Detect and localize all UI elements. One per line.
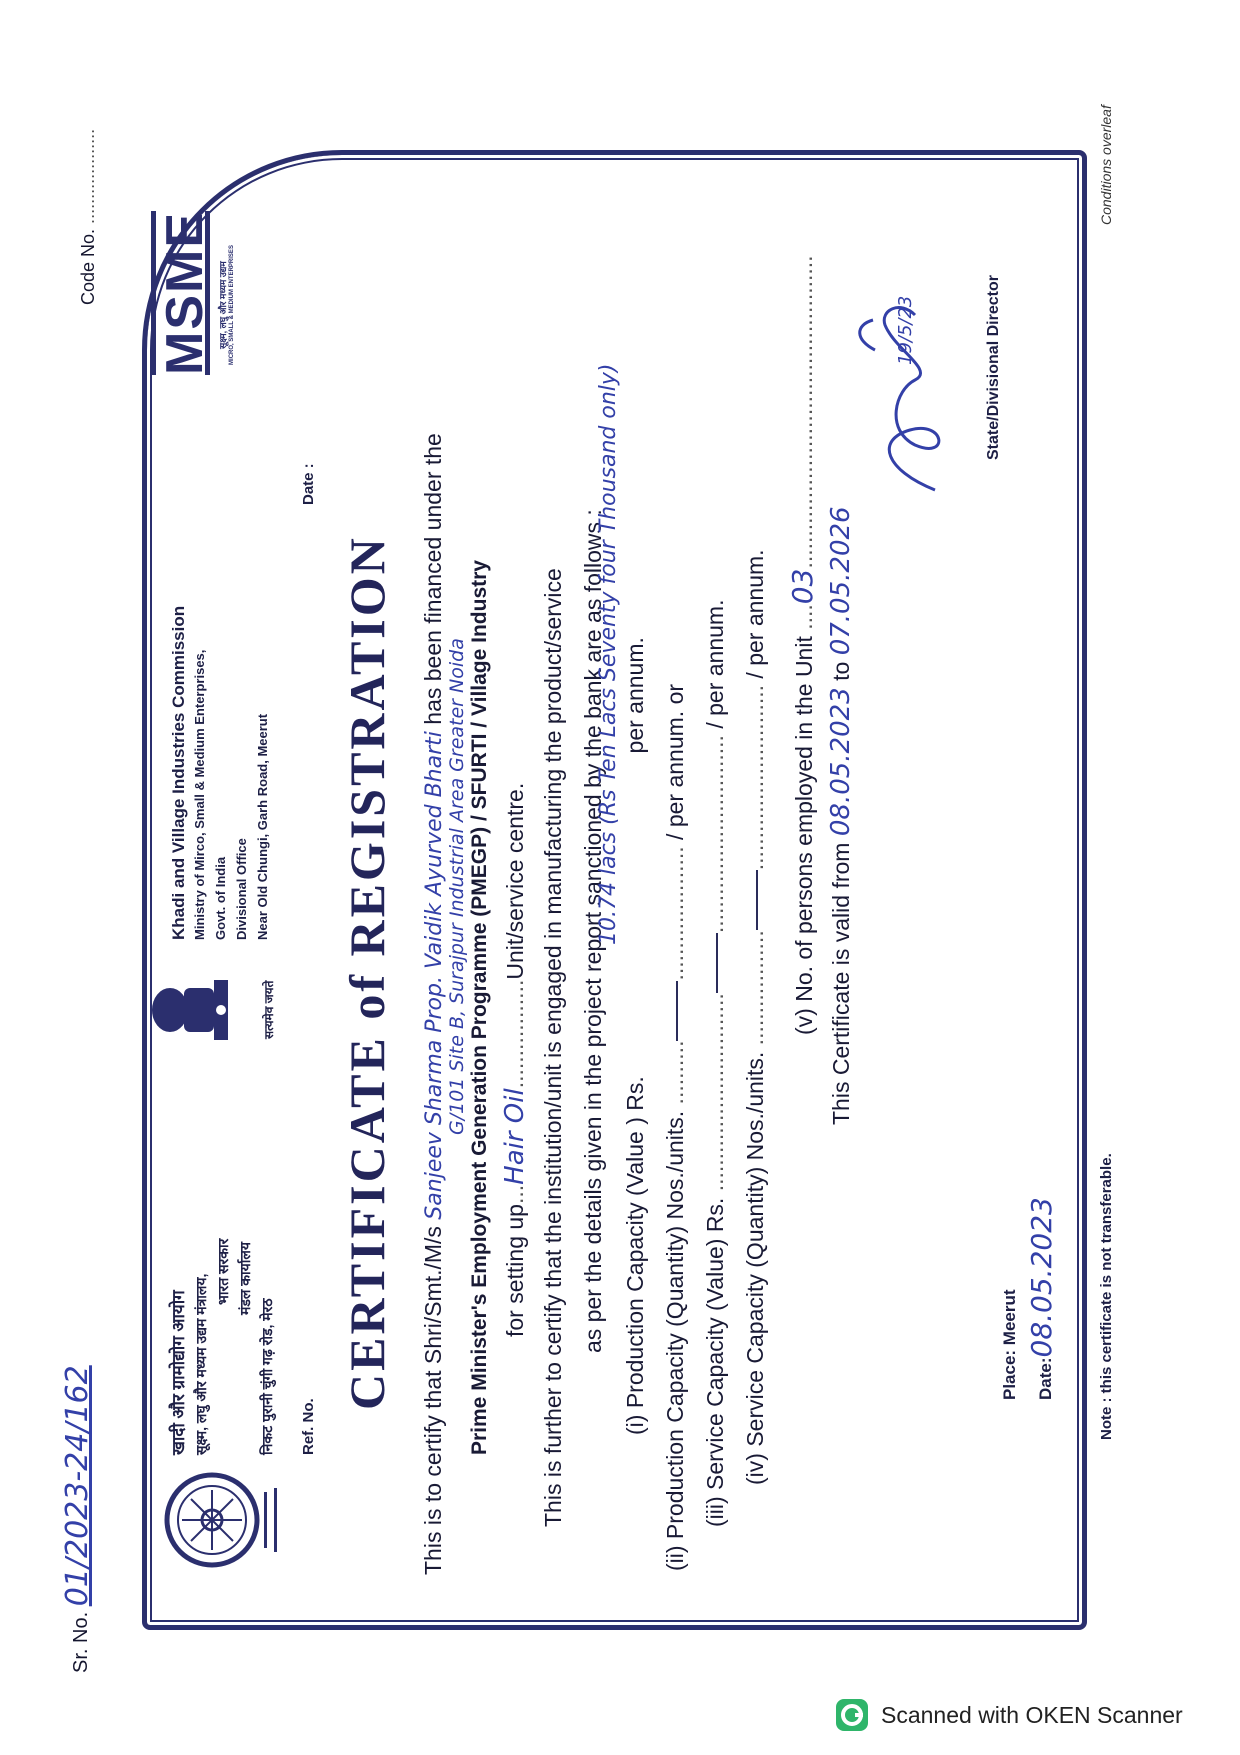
serial-number — [60, 1365, 95, 1673]
setting-up-suffix: Unit/service centre. — [502, 782, 528, 980]
item-production-value — [622, 637, 649, 1435]
code-label: Code No. — [78, 228, 98, 305]
office-name: Divisional Office — [234, 838, 249, 940]
certify-suffix: has been financed under the — [420, 433, 446, 725]
programme-line: Prime Minister's Employment Generation Programme (PMEGP) / SFURTI / Village Industry — [468, 560, 491, 1455]
applicant-address: G/101 Site B, Surajpur Industrial Area Greater Noida — [446, 638, 468, 1135]
product-name: Hair Oil — [500, 1088, 530, 1185]
certify-line — [420, 433, 447, 1575]
hindi-ministry: सूक्ष्म, लघु और मध्यम उद्यम मंत्रालय, — [193, 1273, 209, 1455]
place-label: Place: Meerut — [1000, 1289, 1019, 1400]
scanner-text: Scanned with OKEN Scanner — [881, 1701, 1183, 1728]
english-header — [168, 606, 273, 940]
hindi-org: खादी और ग्रामोद्योग आयोग — [169, 1290, 188, 1455]
header-date-label: Date : — [300, 463, 317, 505]
project-report-line: as per the details given in the project report sanctioned by the bank are as follows : — [580, 509, 606, 1353]
valid-to-date: 07.05.2026 — [826, 506, 856, 656]
setting-up-line: for setting up...Hair Oil.................Unit/service centre. — [500, 782, 530, 1337]
item-persons-employed: (v) No. of persons employed in the Unit ....03................................................. — [786, 255, 819, 1035]
valid-from-date: 08.05.2023 — [826, 687, 856, 837]
issue-date-label: Date: — [1036, 1357, 1055, 1400]
persons-employed-label: (v) No. of persons employed in the Unit — [791, 636, 817, 1035]
govt-name: Govt. of India — [213, 856, 228, 940]
hindi-header — [168, 1239, 278, 1455]
msme-logo — [156, 211, 235, 375]
emblem-caption: सत्यमेव जयते — [262, 980, 276, 1039]
issue-date-value: 08.05.2023 — [1025, 1197, 1058, 1358]
item-service-value: (iii) Service Capacity (Value) Rs. .............................................................. / per annum. — [702, 599, 728, 1527]
hindi-office: मंडल कार्यालय — [237, 1242, 253, 1315]
hindi-govt: भारत सरकार — [215, 1238, 231, 1305]
production-value-suffix: per annum. — [622, 637, 648, 754]
validity-prefix: This Certificate is valid from — [828, 842, 854, 1125]
production-value-hand: 10.74 lacs (Rs Ten Lacs Seventy four Thousand only) — [596, 363, 621, 945]
further-certify-line: This is further to certify that the institution/unit is engaged in manufacturing the product/service — [540, 568, 566, 1527]
setting-up-prefix: for setting up — [502, 1204, 528, 1337]
production-value-label: (i) Production Capacity (Value ) Rs. — [622, 1076, 648, 1435]
production-quantity-label: (ii) Production Capacity (Quantity) Nos./units. — [662, 1110, 688, 1571]
production-quantity-suffix: / per annum. or — [662, 683, 688, 840]
validity-to: to — [828, 661, 854, 681]
signatory-title: State/Divisional Director — [985, 275, 1002, 460]
transfer-note: Note : this certificate is not transferable. — [1098, 1153, 1115, 1440]
service-quantity-label: (iv) Service Capacity (Quantity) Nos./units. — [742, 1051, 768, 1485]
conditions-note: Conditions overleaf — [1098, 105, 1114, 225]
code-number: Code No. ................... — [78, 128, 98, 305]
kvic-seal-icon — [162, 1470, 287, 1570]
msme-logo-text: MSME — [156, 211, 214, 375]
hindi-address: निकट पुरानी चुंगी गढ़ रोड, मेरठ — [259, 1298, 275, 1455]
msme-hindi: सूक्ष्म, लघु और मध्यम उद्यम — [218, 261, 228, 349]
certificate-title: CERTIFICATE of REGISTRATION — [339, 535, 395, 1410]
scanner-watermark — [835, 1698, 1183, 1732]
item-service-quantity: (iv) Service Capacity (Quantity) Nos./units. ............................................... / per annum. — [742, 549, 768, 1485]
persons-employed-value: 03 — [786, 568, 819, 605]
ministry-name: Ministry of Mirco, Small & Medium Enterprises, — [192, 649, 207, 940]
item-production-quantity: (ii) Production Capacity (Quantity) Nos./units. ............................... / per annum. or — [662, 683, 688, 1571]
org-name: Khadi and Village Industries Commission — [169, 605, 188, 940]
certify-prefix: This is to certify that Shri/Smt./M/s — [420, 1226, 446, 1575]
issue-date — [1025, 1197, 1058, 1400]
applicant-name: Sanjeev Sharma Prop. Vaidik Ayurved Bharti — [422, 731, 447, 1220]
service-quantity-suffix: / per annum. — [742, 549, 768, 679]
office-address: Near Old Chungi, Garh Road, Meerut — [255, 713, 270, 940]
national-emblem-icon — [148, 970, 258, 1050]
service-value-label: (iii) Service Capacity (Value) Rs. — [702, 1197, 728, 1527]
signature-date: 19/5/23 — [895, 295, 916, 365]
msme-caption: MICRO, SMALL & MEDIUM ENTERPRISES — [229, 245, 235, 365]
service-value-suffix: / per annum. — [702, 599, 728, 729]
serial-value: 01/2023-24/162 — [60, 1365, 95, 1607]
serial-label: Sr. No. — [70, 1611, 92, 1673]
validity-line — [826, 506, 856, 1125]
ref-number-label: Ref. No. — [300, 1398, 317, 1455]
scanner-logo-icon — [835, 1698, 869, 1732]
